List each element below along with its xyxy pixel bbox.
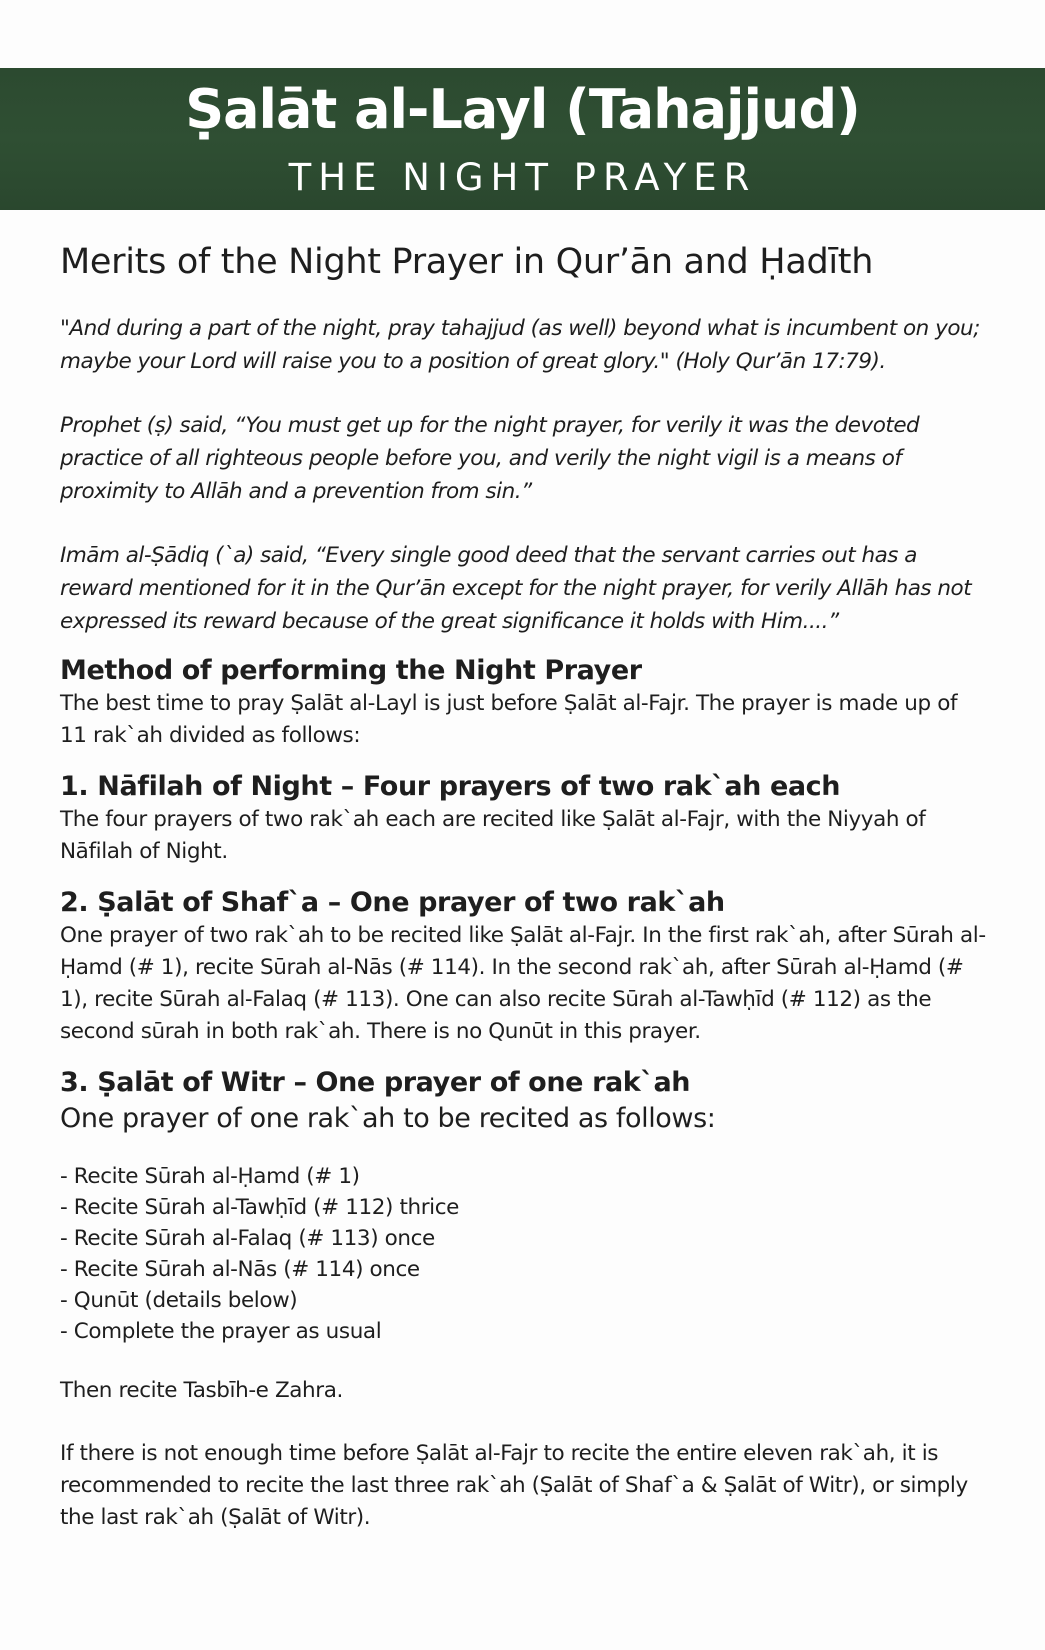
section-shafa-body: One prayer of two rak`ah to be recited like Ṣalāt al-Fajr. In the first rak`ah, after Sūrah al-Ḥamd (# 1), recite Sūrah al-Nās (# 114). In the second rak`ah, after Sūrah al-Ḥamd (# 1), recite Sūrah al-Falaq (# 113). One can also recite Sūrah al-Tawḥīd (# 112) as the second sūrah in both rak`ah. There is no Qunūt in this prayer. <box>60 922 986 1044</box>
witr-steps-list <box>60 1161 990 1347</box>
imam-hadith: Imām al-Ṣādiq (`a) said, “Every single good deed that the servant carries out has a reward mentioned for it in the Qur’ān except for the night prayer, for verily Allāh has not expressed its reward because of the great significance it holds with Him....” <box>60 542 972 634</box>
title-banner <box>0 68 1045 210</box>
list-item: - Complete the prayer as usual <box>60 1316 990 1347</box>
section-witr-body: One prayer of one rak`ah to be recited as follows: <box>60 1102 716 1134</box>
section-nafilah-body: The four prayers of two rak`ah each are recited like Ṣalāt al-Fajr, with the Niyyah of Nāfilah of Night. <box>60 806 926 864</box>
section-witr-heading: 3. Ṣalāt of Witr – One prayer of one rak`ah <box>60 1066 691 1098</box>
list-item: - Recite Sūrah al-Nās (# 114) once <box>60 1254 990 1285</box>
page-title: Ṣalāt al-Layl (Tahajjud) <box>185 78 860 141</box>
time-note: If there is not enough time before Ṣalāt al-Fajr to recite the entire eleven rak`ah, it is recommended to recite the last three rak`ah (Ṣalāt of Shaf`a & Ṣalāt of Witr), or simply the last rak`ah (Ṣalāt of Witr). <box>60 1440 968 1530</box>
section-nafilah-heading: 1. Nāfilah of Night – Four prayers of two rak`ah each <box>60 770 841 802</box>
method-intro: The best time to pray Ṣalāt al-Layl is just before Ṣalāt al-Fajr. The prayer is made up of 11 rak`ah divided as follows: <box>60 690 958 748</box>
section-shafa-heading: 2. Ṣalāt of Shaf`a – One prayer of two rak`ah <box>60 886 725 918</box>
quran-quote: "And during a part of the night, pray tahajjud (as well) beyond what is incumbent on you; maybe your Lord will raise you to a position of great glory." (Holy Qur’ān 17:79). <box>60 315 980 374</box>
list-item: - Qunūt (details below) <box>60 1285 990 1316</box>
list-item: - Recite Sūrah al-Falaq (# 113) once <box>60 1223 990 1254</box>
merits-heading: Merits of the Night Prayer in Qur’ān and Ḥadīth <box>60 242 874 282</box>
list-item: - Recite Sūrah al-Ḥamd (# 1) <box>60 1161 990 1192</box>
list-item: - Recite Sūrah al-Tawḥīd (# 112) thrice <box>60 1192 990 1223</box>
document-body <box>60 240 990 1552</box>
tasbih-note: Then recite Tasbīh-e Zahra. <box>60 1377 343 1403</box>
method-heading: Method of performing the Night Prayer <box>60 654 642 686</box>
page-subtitle: THE NIGHT PRAYER <box>288 156 757 199</box>
prophet-hadith: Prophet (ṣ) said, “You must get up for the night prayer, for verily it was the devoted practice of all righteous people before you, and verily the night vigil is a means of proximity to Allāh and a prevention from sin.” <box>60 412 920 504</box>
